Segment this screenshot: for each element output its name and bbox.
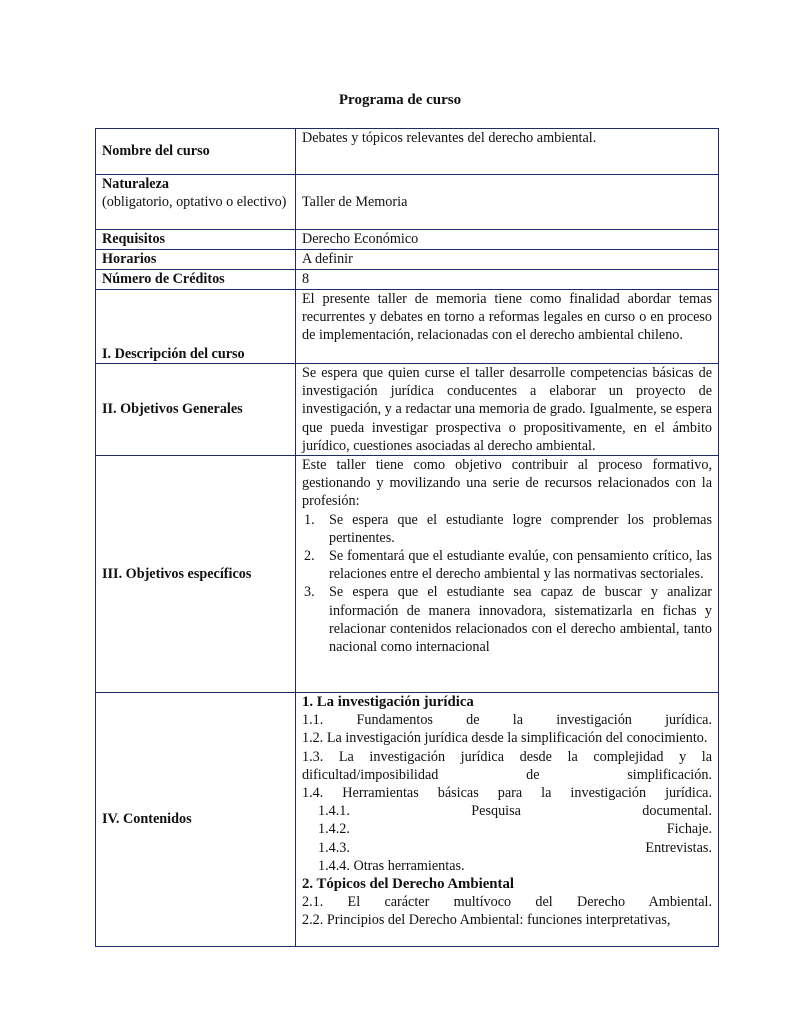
value-creditos: 8 — [296, 270, 719, 290]
objetivo-item — [304, 583, 712, 656]
item-text: Fichaje. — [666, 821, 712, 838]
objetivo-text: Se espera que el estudiante sea capaz de buscar y analizar información de manera innovadora, sistematizarla en fichas y relacionar contenidos relacionados con el derecho ambiental, tanto nacional como internacional — [329, 584, 712, 656]
label-naturaleza-sub: (obligatorio, optativo o electivo) — [102, 194, 287, 211]
objetivo-text: Se espera que el estudiante logre comprender los problemas pertinentes. — [329, 511, 712, 546]
label-requisitos: Requisitos — [96, 230, 296, 250]
value-nombre: Debates y tópicos relevantes del derecho ambiental. — [296, 129, 719, 175]
item-number: 1.4.3. — [318, 839, 350, 856]
row-naturaleza — [96, 175, 719, 230]
objetivos-list — [302, 511, 712, 657]
contenidos-item-1-4-2 — [302, 820, 712, 838]
row-horarios — [96, 250, 719, 270]
objetivo-number: 3. — [304, 584, 315, 601]
label-contenidos: IV. Contenidos — [96, 693, 296, 947]
label-objetivos-generales: II. Objetivos Generales — [96, 364, 296, 456]
contenidos-item-1-4-4: 1.4.4. Otras herramientas. — [318, 857, 465, 874]
value-naturaleza: Taller de Memoria — [296, 175, 719, 230]
item-number: 1.4.2. — [318, 821, 350, 838]
label-naturaleza — [96, 175, 296, 230]
value-objetivos-especificos — [296, 456, 719, 693]
label-naturaleza-title: Naturaleza — [102, 176, 169, 192]
item-number: 1.4.1. — [318, 803, 350, 820]
contenidos-item-1-1: 1.1. Fundamentos de la investigación jurídica. — [302, 712, 712, 729]
contenidos-item-1-4-1 — [302, 802, 712, 820]
row-objetivos-generales — [96, 364, 719, 456]
value-contenidos — [296, 693, 719, 947]
row-creditos — [96, 270, 719, 290]
contenidos-item-1-4-3 — [302, 839, 712, 857]
label-objetivos-especificos: III. Objetivos específicos — [96, 456, 296, 693]
value-requisitos: Derecho Económico — [296, 230, 719, 250]
objetivo-number: 1. — [304, 511, 315, 528]
label-creditos: Número de Créditos — [96, 270, 296, 290]
contenidos-item-1-3: 1.3. La investigación jurídica desde la complejidad y la dificultad/imposibilidad de simplificación. — [302, 748, 712, 783]
row-nombre — [96, 129, 719, 175]
objetivos-intro: Este taller tiene como objetivo contribuir al proceso formativo, gestionando y movilizando una serie de recursos relacionados con la profesión: — [302, 457, 712, 510]
value-objetivos-generales: Se espera que quien curse el taller desarrolle competencias básicas de investigación jurídica conducentes a elaborar un proyecto de investigación, y a redactar una memoria de grado. Igualmente, se espera que pueda investigar prospectiva o propositivamente, en el ámbito jurídico, cuestiones asociadas al derecho ambiental. — [296, 364, 719, 456]
objetivo-text: Se fomentará que el estudiante evalúe, con pensamiento crítico, las relaciones entre el derecho ambiental y las normativas sectoriales. — [329, 548, 712, 583]
value-horarios: A definir — [296, 250, 719, 270]
item-text: Entrevistas. — [645, 839, 712, 856]
contenidos-item-2-2: 2.2. Principios del Derecho Ambiental: funciones interpretativas, — [302, 912, 671, 929]
row-requisitos — [96, 230, 719, 250]
label-nombre: Nombre del curso — [96, 129, 296, 175]
objetivo-item — [304, 547, 712, 583]
contenidos-section-1-heading: 1. La investigación jurídica — [302, 694, 474, 711]
label-descripcion: I. Descripción del curso — [96, 290, 296, 364]
row-descripcion — [96, 290, 719, 364]
row-contenidos — [96, 693, 719, 947]
contenidos-item-1-2: 1.2. La investigación jurídica desde la simplificación del conocimiento. — [302, 730, 708, 747]
contenidos-item-2-1: 2.1. El carácter multívoco del Derecho Ambiental. — [302, 894, 712, 911]
item-text-b: documental. — [642, 803, 712, 820]
objetivo-number: 2. — [304, 548, 315, 565]
label-horarios: Horarios — [96, 250, 296, 270]
item-text-a: Pesquisa — [471, 803, 521, 820]
objetivo-item — [304, 511, 712, 547]
value-descripcion: El presente taller de memoria tiene como finalidad abordar temas recurrentes y debates en torno a reformas legales en curso o en proceso de implementación, relacionadas con el derecho ambiental chileno. — [296, 290, 719, 364]
row-objetivos-especificos — [96, 456, 719, 693]
page-title: Programa de curso — [338, 92, 462, 108]
course-program-table — [95, 128, 719, 947]
contenidos-section-2-heading: 2. Tópicos del Derecho Ambiental — [302, 876, 514, 893]
contenidos-item-1-4: 1.4. Herramientas básicas para la investigación jurídica. — [302, 785, 712, 802]
